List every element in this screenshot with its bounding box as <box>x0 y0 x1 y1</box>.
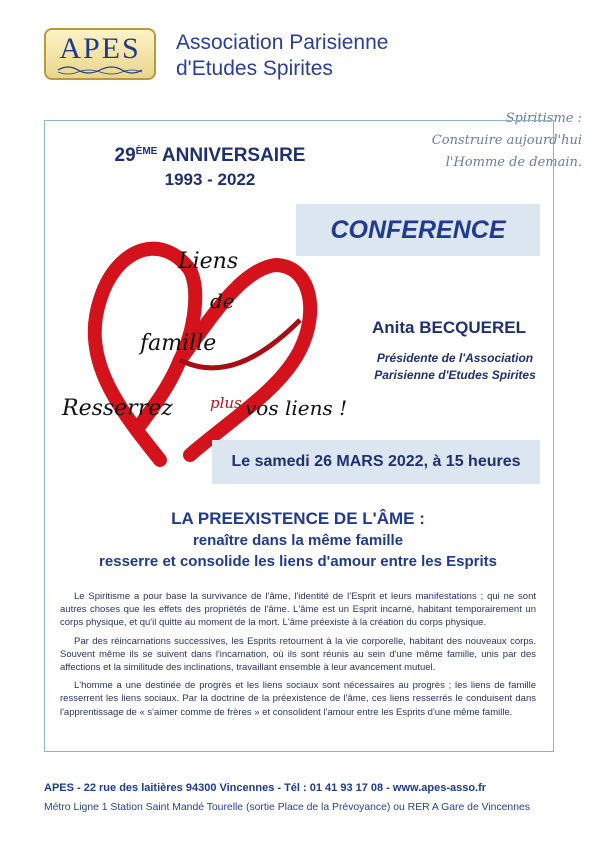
body-paragraph: L'homme a une destinée de progrès et les liens sociaux sont nécessaires au progrès ; les liens de famille resserrent les liens sociaux. Par la doctrine de la préexistence de l'âme, ces liens resserrés le conduisent dans l'apprentissage de « s'aimer comme de frères » et consolident l'amour entre les Esprits d'une même famille. <box>60 680 536 718</box>
association-name-line2: d'Etudes Spirites <box>176 57 333 80</box>
date-banner <box>212 440 540 484</box>
footer-contact: APES - 22 rue des laitières 94300 Vincennes - Tél : 01 41 93 17 08 - www.apes-asso.fr <box>44 782 487 794</box>
speaker-role-line1: Présidente de l'Association <box>376 351 534 365</box>
ribbon-word-de: de <box>210 289 235 313</box>
ribbon-word-famille: famille <box>140 331 217 356</box>
ribbon-word-resserrez: Resserrez <box>62 396 173 421</box>
apes-logo <box>44 28 156 80</box>
event-date: Le samedi 26 MARS 2022, à 15 heures <box>231 453 521 470</box>
lecture-subtitle-line2: resserre et consolide les liens d'amour entre les Esprits <box>99 553 497 570</box>
body-text <box>60 590 536 724</box>
tagline-line2: Construire aujourd'hui <box>431 133 582 148</box>
ribbon-word-vos-liens: vos liens ! <box>245 396 348 420</box>
anniversary-word: ANNIVERSAIRE <box>161 145 306 166</box>
logo-ornament <box>56 64 144 76</box>
anniversary-suffix: ÈME <box>135 146 158 157</box>
association-name <box>176 30 388 82</box>
conference-label: CONFERENCE <box>330 216 506 244</box>
tagline-line3: l'Homme de demain. <box>445 155 582 170</box>
association-name-line1: Association Parisienne <box>176 31 389 54</box>
body-paragraph: Par des réincarnations successives, les Esprits retournent à la vie corporelle, habitant des nouveaux corps. Souvent même ils se suivent dans l'incarnation, où ils sont réunis au sein d'une même famille, unis par des affections et la similitude des inclinations, travaillant ensemble à leur avancement mutuel. <box>60 635 536 674</box>
logo-text: APES <box>59 32 141 65</box>
anniversary-number: 29 <box>114 145 136 166</box>
speaker-name: Anita BECQUEREL <box>372 318 526 337</box>
ribbon-word-plus: plus <box>210 394 242 412</box>
lecture-title: LA PREEXISTENCE DE L'ÂME : <box>171 509 425 528</box>
lecture-heading <box>60 508 536 572</box>
lecture-subtitle-line1: renaître dans la même famille <box>192 532 404 549</box>
ribbon-word-liens: Liens <box>178 249 239 274</box>
footer-transport: Métro Ligne 1 Station Saint Mandé Tourelle (sortie Place de la Prévoyance) ou RER A Gare de Vincennes <box>44 802 530 813</box>
body-paragraph: Le Spiritisme a pour base la survivance de l'âme, l'identité de l'Esprit et leurs manifestations ; qui ne sont autres choses que les effets des propriétés de l'âme. L'âme est un Esprit incarné, habitant temporairement un corps physique, et qu'il quitte au moment de la mort. L'âme préexiste à la création du corps physique. <box>60 591 536 629</box>
anniversary-title <box>80 145 340 167</box>
tagline-line1: Spiritisme : <box>505 111 582 126</box>
anniversary-years: 1993 - 2022 <box>164 170 256 189</box>
speaker-role <box>360 350 550 384</box>
speaker-role-line2: Parisienne d'Etudes Spirites <box>374 368 536 382</box>
